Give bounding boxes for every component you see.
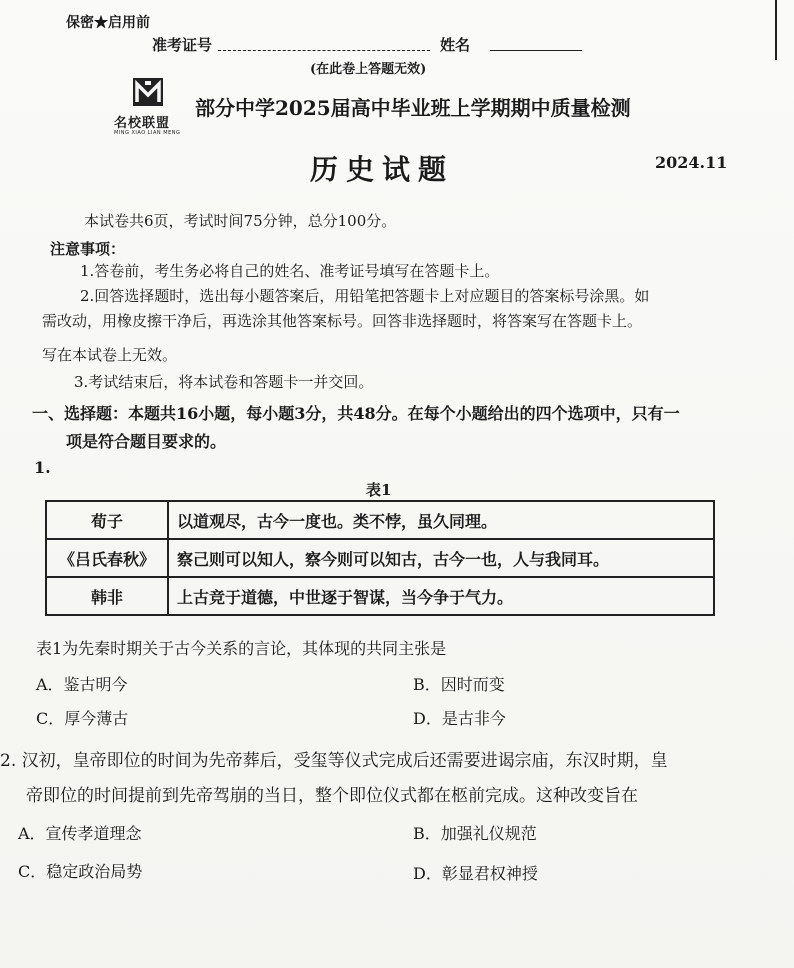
exam-number-blank: [218, 50, 430, 51]
confidential-label: 保密★启用前: [66, 15, 150, 31]
table-source-cell: 荀子: [46, 501, 168, 539]
question-2-option-b: B．加强礼仪规范: [413, 824, 537, 843]
table-source-cell: 《吕氏春秋》: [46, 539, 168, 577]
question-2-stem-line-2: 帝即位的时间提前到先帝驾崩的当日，整个即位仪式都在柩前完成。这种改变旨在: [26, 786, 638, 806]
league-logo: [110, 78, 190, 144]
question-2-option-d: D．彰显君权神授: [413, 864, 538, 883]
question-1-option-a: A．鉴古明今: [36, 675, 128, 694]
exam-number-label: 准考证号: [152, 36, 213, 54]
question-2-option-c: C．稳定政治局势: [18, 862, 143, 881]
logo-text: 名校联盟: [114, 116, 171, 131]
table-quote-cell: 以道观尽，古今一度也。类不悖，虽久同理。: [168, 501, 714, 539]
subject-title: 历史试题: [310, 153, 455, 186]
table-row: [46, 501, 714, 539]
page-edge-line: [775, 0, 777, 60]
exam-date: 2024.11: [655, 153, 728, 172]
table-row: [46, 539, 714, 577]
name-blank: [490, 50, 582, 51]
exam-intro: 本试卷共6页，考试时间75分钟，总分100分。: [84, 212, 397, 230]
notice-rule-2-line-2: 需改动，用橡皮擦干净后，再选涂其他答案标号。回答非选择题时，将答案写在答题卡上。: [42, 312, 643, 330]
name-label: 姓名: [440, 36, 471, 54]
question-1-option-d: D．是古非今: [413, 709, 506, 728]
logo-subtitle: MING XIAO LIAN MENG: [114, 130, 181, 136]
section-heading-line-2: 项是符合题目要求的。: [66, 432, 227, 451]
question-2-stem-line-1: 2. 汉初，皇帝即位的时间为先帝葬后，受玺等仪式完成后还需要进谒宗庙，东汉时期，皇: [0, 751, 668, 771]
question-1-option-b: B．因时而变: [413, 675, 505, 694]
table-caption: 表1: [366, 481, 392, 499]
notice-rule-3: 3.考试结束后，将本试卷和答题卡一并交回。: [74, 373, 374, 391]
table-quote-cell: 上古竞于道德，中世逐于智谋，当今争于气力。: [168, 577, 714, 615]
notice-title: 注意事项：: [50, 240, 126, 258]
table-source-cell: 韩非: [46, 577, 168, 615]
invalid-note: (在此卷上答题无效): [310, 62, 427, 77]
source-table: [45, 500, 715, 616]
notice-rule-1: 1.答卷前，考生务必将自己的姓名、准考证号填写在答题卡上。: [80, 262, 500, 280]
section-heading-line-1: 一、选择题：本题共16小题，每小题3分，共48分。在每个小题给出的四个选项中，只有一: [32, 404, 680, 423]
table-quote-cell: 察己则可以知人，察今则可以知古，古今一也，人与我同耳。: [168, 539, 714, 577]
notice-rule-2-line-1: 2.回答选择题时，选出每小题答案后，用铅笔把答题卡上对应题目的答案标号涂黑。如: [80, 287, 650, 305]
table-row: [46, 577, 714, 615]
question-2-option-a: A．宣传孝道理念: [18, 824, 142, 843]
notice-rule-2-line-3: 写在本试卷上无效。: [42, 346, 178, 364]
question-1-stem: 表1为先秦时期关于古今关系的言论，其体现的共同主张是: [36, 639, 447, 658]
question-1-number: 1.: [34, 458, 51, 477]
logo-m-icon: [133, 78, 163, 106]
question-1-option-c: C．厚今薄古: [36, 709, 129, 728]
exam-title: 部分中学2025届高中毕业班上学期期中质量检测: [195, 96, 631, 120]
